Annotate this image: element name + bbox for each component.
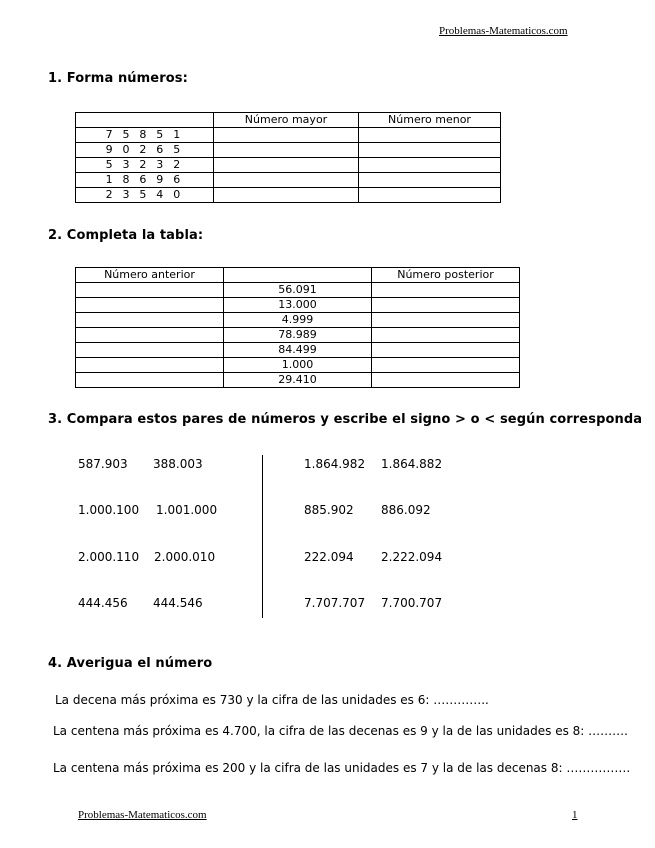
section2-table (75, 267, 520, 388)
compare-number: 2.000.010 (154, 550, 216, 564)
number-cell: 78.989 (224, 328, 372, 343)
section2-title: 2. Completa la tabla: (48, 228, 204, 243)
problem-line: La centena más próxima es 200 y la cifra de las unidades es 7 y la de las decenas 8: ……………. (53, 761, 631, 775)
answer-cell-anterior[interactable] (76, 283, 224, 298)
answer-cell-menor[interactable] (359, 158, 501, 173)
answer-cell-mayor[interactable] (214, 143, 359, 158)
answer-cell-menor[interactable] (359, 128, 501, 143)
number-cell: 84.499 (224, 343, 372, 358)
table-row (76, 158, 501, 173)
divider-line (262, 455, 263, 618)
digits-cell: 5 3 2 3 2 (76, 158, 214, 173)
compare-number: 587.903 (78, 457, 128, 471)
digits-cell: 7 5 8 5 1 (76, 128, 214, 143)
table-row (76, 328, 520, 343)
table-row (76, 283, 520, 298)
digits-cell: 1 8 6 9 6 (76, 173, 214, 188)
compare-number: 1.864.982 (304, 457, 366, 471)
number-cell: 13.000 (224, 298, 372, 313)
answer-cell-posterior[interactable] (372, 358, 520, 373)
compare-number: 444.456 (78, 596, 128, 610)
table-header-cell: Número mayor (214, 113, 359, 128)
section1-title: 1. Forma números: (48, 71, 188, 86)
table-row (76, 143, 501, 158)
answer-cell-mayor[interactable] (214, 128, 359, 143)
digits-cell: 9 0 2 6 5 (76, 143, 214, 158)
table-header-row (76, 113, 501, 128)
section4-title: 4. Averigua el número (48, 656, 213, 671)
answer-cell-posterior[interactable] (372, 283, 520, 298)
answer-cell-posterior[interactable] (372, 313, 520, 328)
compare-number: 1.001.000 (156, 503, 218, 517)
table-header-row (76, 268, 520, 283)
answer-cell-anterior[interactable] (76, 373, 224, 388)
section1-table (75, 112, 501, 203)
problem-line: La centena más próxima es 4.700, la cifra de las decenas es 9 y la de las unidades es 8: ………. (53, 724, 628, 738)
compare-number: 2.000.110 (78, 550, 140, 564)
compare-number: 2.222.094 (381, 550, 443, 564)
answer-cell-posterior[interactable] (372, 343, 520, 358)
answer-cell-menor[interactable] (359, 188, 501, 203)
compare-number: 1.864.882 (381, 457, 443, 471)
answer-cell-posterior[interactable] (372, 328, 520, 343)
header-site-link[interactable]: Problemas-Matematicos.com (439, 25, 568, 37)
answer-cell-anterior[interactable] (76, 328, 224, 343)
answer-cell-anterior[interactable] (76, 313, 224, 328)
table-row (76, 358, 520, 373)
answer-cell-anterior[interactable] (76, 343, 224, 358)
problem-line: La decena más próxima es 730 y la cifra de las unidades es 6: ………….. (55, 693, 489, 707)
table-header-cell: Número menor (359, 113, 501, 128)
table-header-cell (224, 268, 372, 283)
answer-cell-mayor[interactable] (214, 173, 359, 188)
compare-number: 388.003 (153, 457, 203, 471)
answer-cell-anterior[interactable] (76, 358, 224, 373)
number-cell: 29.410 (224, 373, 372, 388)
compare-number: 444.546 (153, 596, 203, 610)
number-cell: 4.999 (224, 313, 372, 328)
page-number: 1 (572, 809, 578, 821)
number-cell: 56.091 (224, 283, 372, 298)
answer-cell-posterior[interactable] (372, 298, 520, 313)
answer-cell-mayor[interactable] (214, 188, 359, 203)
footer-site-link[interactable]: Problemas-Matematicos.com (78, 809, 207, 821)
table-row (76, 173, 501, 188)
table-row (76, 373, 520, 388)
compare-number: 222.094 (304, 550, 354, 564)
compare-number: 1.000.100 (78, 503, 140, 517)
number-cell: 1.000 (224, 358, 372, 373)
table-row (76, 343, 520, 358)
compare-number: 7.700.707 (381, 596, 443, 610)
compare-number: 7.707.707 (304, 596, 366, 610)
compare-number: 886.092 (381, 503, 431, 517)
answer-cell-mayor[interactable] (214, 158, 359, 173)
section3-title: 3. Compara estos pares de números y escribe el signo > o < según corresponda (48, 412, 643, 427)
table-header-cell (76, 113, 214, 128)
table-row (76, 298, 520, 313)
answer-cell-menor[interactable] (359, 143, 501, 158)
table-row (76, 128, 501, 143)
answer-cell-menor[interactable] (359, 173, 501, 188)
compare-number: 885.902 (304, 503, 354, 517)
digits-cell: 2 3 5 4 0 (76, 188, 214, 203)
answer-cell-anterior[interactable] (76, 298, 224, 313)
table-row (76, 188, 501, 203)
table-header-cell: Número posterior (372, 268, 520, 283)
table-header-cell: Número anterior (76, 268, 224, 283)
answer-cell-posterior[interactable] (372, 373, 520, 388)
table-row (76, 313, 520, 328)
